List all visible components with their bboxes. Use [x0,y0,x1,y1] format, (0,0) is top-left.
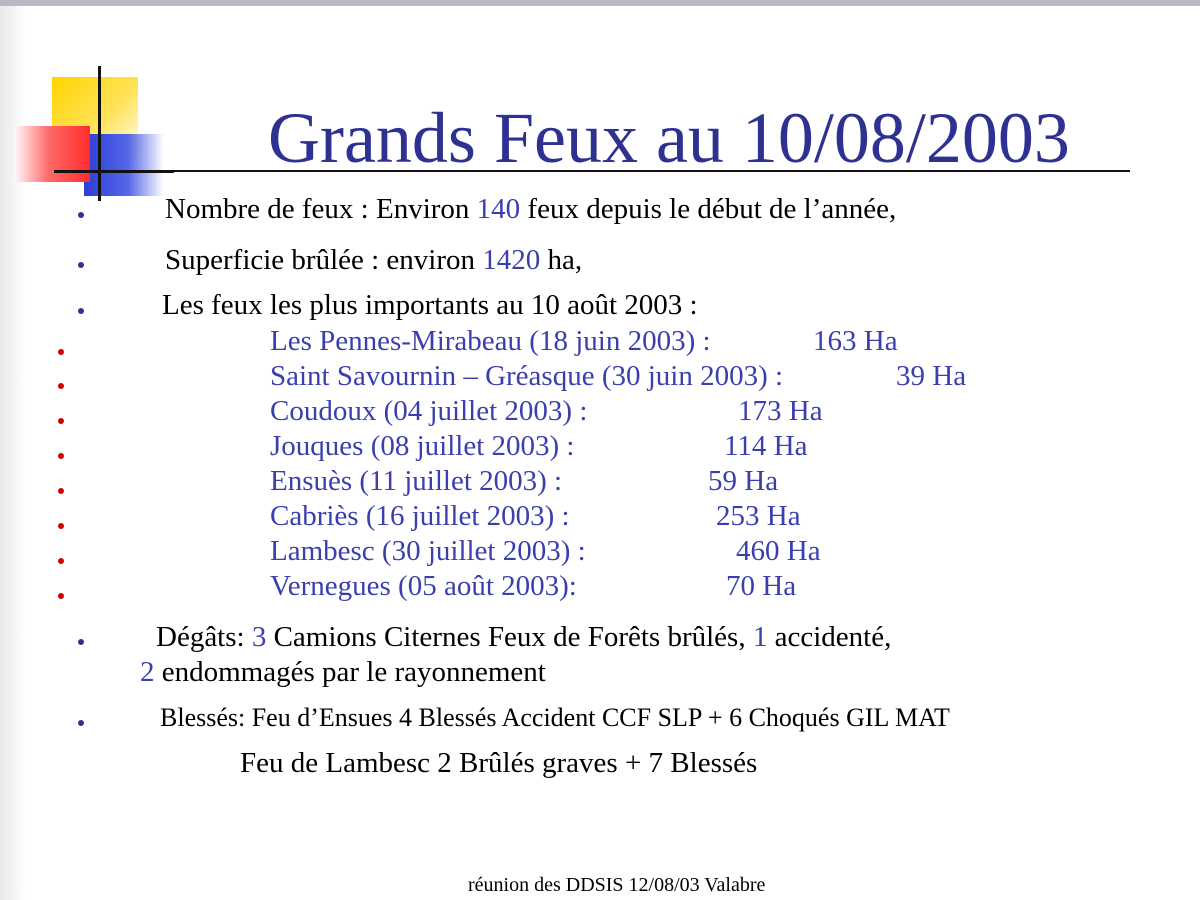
degats-count: 2 [140,656,155,688]
degats-text: Camions Citernes Feux de Forêts brûlés, [266,621,753,653]
stat-value: 140 [476,193,521,225]
blesses-line-1: Blessés: Feu d’Ensues 4 Blessés Accident CCF SLP + 6 Choqués GIL MAT [160,703,950,732]
bullet [58,349,64,355]
top-border [0,0,1200,6]
bullet [58,418,64,424]
fire-name: Coudoux (04 juillet 2003) : [270,395,588,427]
bullet [58,523,64,529]
bullet [58,453,64,459]
bullet [78,212,84,218]
stat-superficie [165,243,582,277]
fire-name: Vernegues (05 août 2003): [270,570,577,602]
bullet [58,558,64,564]
degats-count: 3 [251,621,267,653]
fire-area: 253 Ha [716,500,801,532]
degats-line-2 [140,655,546,689]
degats-text: endommagés par le rayonnement [154,656,546,688]
degats-line-1 [156,620,891,654]
bullet [78,639,84,645]
logo-vertical-line [98,66,101,201]
fire-area: 163 Ha [813,325,898,357]
degats-count: 1 [752,621,768,653]
fire-name: Lambesc (30 juillet 2003) : [270,535,586,567]
bullet [58,593,64,599]
degats-text: accidenté, [767,621,892,653]
bullet [78,308,84,314]
stat-label: Superficie brûlée : environ [165,244,483,276]
fire-name: Les Pennes-Mirabeau (18 juin 2003) : [270,325,711,357]
bullet [58,383,64,389]
slide-logo [0,0,180,210]
bullet [78,720,84,726]
fire-area: 114 Ha [724,430,808,462]
degats-label: Dégâts: [156,621,252,653]
stat-value: 1420 [482,244,541,276]
fire-name: Ensuès (11 juillet 2003) : [270,465,563,497]
fire-area: 173 Ha [738,395,823,427]
fire-area: 59 Ha [708,465,779,497]
fire-name: Cabriès (16 juillet 2003) : [270,500,570,532]
stat-suffix: ha, [540,244,583,276]
fire-name: Saint Savournin – Gréasque (30 juin 2003) : [270,360,784,392]
stat-suffix: feux depuis le début de l’année, [520,193,897,225]
bullet [58,488,64,494]
slide-footer: réunion des DDSIS 12/08/03 Valabre [468,874,766,896]
stat-nombre-feux [165,192,896,226]
fire-name: Jouques (08 juillet 2003) : [270,430,575,462]
fire-area: 39 Ha [896,360,967,392]
slide-title: Grands Feux au 10/08/2003 [268,98,1070,178]
blesses-line-2: Feu de Lambesc 2 Brûlés graves + 7 Blessés [240,747,758,779]
stat-label: Nombre de feux : Environ [165,193,477,225]
logo-blue-square [84,134,164,196]
fire-area: 460 Ha [736,535,821,567]
fires-heading: Les feux les plus importants au 10 août 2003 : [162,289,698,321]
fire-area: 70 Ha [726,570,797,602]
bullet [78,262,84,268]
logo-red-square [14,126,90,182]
